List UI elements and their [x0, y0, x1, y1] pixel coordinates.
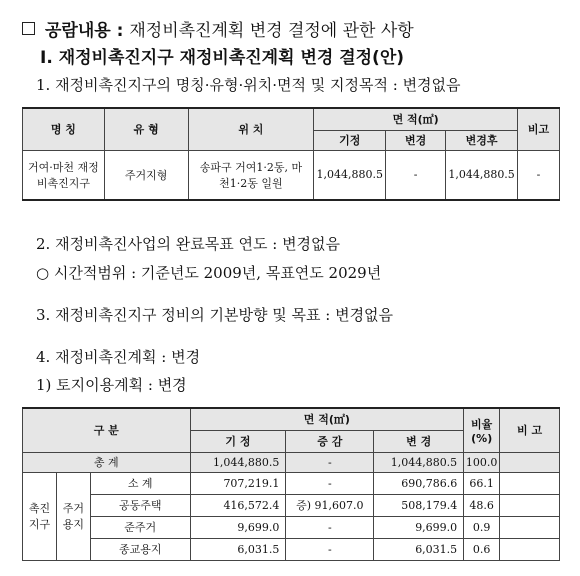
header-name: 명 칭 [23, 108, 105, 150]
section-title: 재정비촉진계획 변경 결정에 관한 사항 [129, 21, 414, 41]
cell-name: 거여·마천 재정비촉진지구 [23, 150, 105, 200]
header-area: 면 적(㎡) [190, 408, 464, 430]
cell-before: 1,044,880.5 [314, 150, 386, 200]
row-after: 508,179.4 [374, 494, 464, 516]
subtitle: Ⅰ. 재정비촉진지구 재정비촉진계획 변경 결정(안) [40, 48, 405, 68]
header-note: 비고 [518, 108, 560, 150]
total-change: - [286, 452, 374, 472]
cell-location: 송파구 거여1·2동, 마천1·2동 일원 [188, 150, 314, 200]
total-ratio: 100.0 [464, 452, 500, 472]
header-change: 증 감 [286, 430, 374, 452]
table-row [23, 516, 560, 538]
row-note [500, 516, 560, 538]
row-ratio: 0.6 [464, 538, 500, 560]
row-change: - [286, 516, 374, 538]
row-note [500, 494, 560, 516]
designation-table [22, 107, 560, 201]
table-row [23, 494, 560, 516]
header-note: 비 고 [500, 408, 560, 452]
cell-after: 1,044,880.5 [446, 150, 518, 200]
row-after: 690,786.6 [374, 472, 464, 494]
header-before: 기 정 [190, 430, 286, 452]
total-after: 1,044,880.5 [374, 452, 464, 472]
land-use-table [22, 407, 560, 561]
row-ratio: 66.1 [464, 472, 500, 494]
total-label: 총 계 [23, 452, 191, 472]
row-change: 증) 91,607.0 [286, 494, 374, 516]
row-note [500, 538, 560, 560]
header-change: 변경 [386, 130, 446, 150]
group-promotion-district: 촉진 지구 [23, 472, 57, 560]
row-after: 9,699.0 [374, 516, 464, 538]
header-location: 위 치 [188, 108, 314, 150]
item-3: 3. 재정비촉진지구 정비의 기본방향 및 목표 : 변경없음 [36, 306, 394, 324]
header-category: 구 분 [23, 408, 191, 452]
header-after: 변 경 [374, 430, 464, 452]
item-4: 4. 재정비촉진계획 : 변경 [36, 348, 201, 366]
header-type: 유 형 [104, 108, 188, 150]
row-note [500, 472, 560, 494]
header-after: 변경후 [446, 130, 518, 150]
total-before: 1,044,880.5 [190, 452, 286, 472]
row-ratio: 48.6 [464, 494, 500, 516]
row-label: 종교용지 [90, 538, 190, 560]
section-label: 공람내용 [45, 21, 111, 41]
table-row [23, 472, 560, 494]
table-row-total [23, 452, 560, 472]
group-residential-land: 주거 용지 [56, 472, 90, 560]
cell-type: 주거지형 [104, 150, 188, 200]
row-before: 9,699.0 [190, 516, 286, 538]
header-before: 기정 [314, 130, 386, 150]
row-after: 6,031.5 [374, 538, 464, 560]
header-ratio: 비율 (%) [464, 408, 500, 452]
total-note [500, 452, 560, 472]
row-before: 6,031.5 [190, 538, 286, 560]
table-row [23, 538, 560, 560]
section-heading: 공람내용 : 재정비촉진계획 변경 결정에 관한 사항 [22, 16, 414, 41]
row-change: - [286, 538, 374, 560]
cell-note: - [518, 150, 560, 200]
row-label: 소 계 [90, 472, 190, 494]
checkbox-square-icon [22, 22, 35, 35]
item-4-sub: 1) 토지이용계획 : 변경 [36, 376, 187, 394]
row-change: - [286, 472, 374, 494]
item-1: 1. 재정비촉진지구의 명칭·유형·위치·면적 및 지정목적 : 변경없음 [36, 76, 461, 94]
header-area: 면 적(㎡) [314, 108, 518, 130]
cell-change: - [386, 150, 446, 200]
row-before: 707,219.1 [190, 472, 286, 494]
row-label: 준주거 [90, 516, 190, 538]
row-label: 공동주택 [90, 494, 190, 516]
row-ratio: 0.9 [464, 516, 500, 538]
row-before: 416,572.4 [190, 494, 286, 516]
item-2: 2. 재정비촉진사업의 완료목표 연도 : 변경없음 [36, 235, 341, 253]
item-2-sub: ○ 시간적범위 : 기준년도 2009년, 목표연도 2029년 [36, 264, 382, 282]
